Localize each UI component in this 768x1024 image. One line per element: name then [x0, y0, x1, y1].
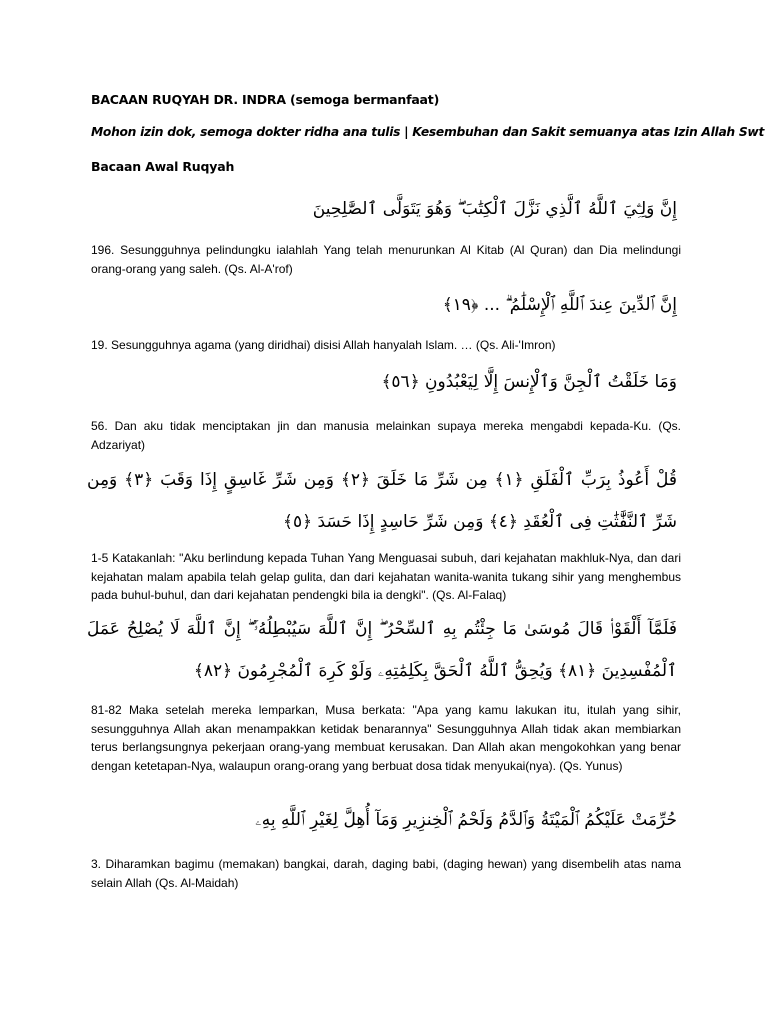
- translation-ali-imron-19: 19. Sesungguhnya agama (yang diridhai) disisi Allah hanyalah Islam. … (Qs. Ali-'Imron): [91, 338, 556, 352]
- arabic-verse-ali-imron-19: إِنَّ ٱلدِّينَ عِندَ ٱللَّهِ ٱلْإِسْلَٰمُ ۗ ... ﴿١٩﴾: [442, 295, 677, 315]
- document-title: BACAAN RUQYAH DR. INDRA (semoga bermanfaat): [91, 92, 440, 107]
- arabic-verse-araf-196: إِنَّ وَلِـِّۧيَ ٱللَّهُ ٱلَّذِي نَزَّلَ ٱلْكِتَٰبَ ۖ وَهُوَ يَتَوَلَّى ٱلصَّٰلِحِينَ: [312, 199, 677, 219]
- translation-maidah-3: 3. Diharamkan bagimu (memakan) bangkai, darah, daging babi, (daging hewan) yang disembelih atas nama selain Allah (Qs. Al-Maidah): [91, 857, 681, 890]
- arabic-verse-falaq-1-5: قُلْ أَعُوذُ بِرَبِّ ٱلْفَلَقِ ﴿١﴾ مِن شَرِّ مَا خَلَقَ ﴿٢﴾ وَمِن شَرِّ غَاسِقٍ إِذَا وَقَبَ ﴿٣﴾ وَمِن شَرِّ ٱلنَّفَّٰثَٰتِ فِى ٱلْعُقَدِ ﴿٤﴾ وَمِن شَرِّ حَاسِدٍ إِذَا حَسَدَ ﴿٥﴾: [87, 470, 677, 532]
- document-subtitle: Mohon izin dok, semoga dokter ridha ana tulis | Kesembuhan dan Sakit semuanya atas Izin Allah Swt: [91, 125, 765, 139]
- arabic-verse-maidah-3: حُرِّمَتْ عَلَيْكُمُ ٱلْمَيْتَةُ وَٱلدَّمُ وَلَحْمُ ٱلْخِنزِيرِ وَمَآ أُهِلَّ لِغَيْرِ ٱللَّهِ بِهِۦ: [255, 810, 677, 830]
- arabic-verse-yunus-81-82: فَلَمَّآ أَلْقَوْا۟ قَالَ مُوسَىٰ مَا جِئْتُم بِهِ ٱلسِّحْرُ ۖ إِنَّ ٱللَّهَ سَيُبْطِلُهُۥٓ ۖ إِنَّ ٱللَّهَ لَا يُصْلِحُ عَمَلَ ٱلْمُفْسِدِينَ ﴿٨١﴾ وَيُحِقُّ ٱللَّهُ ٱلْحَقَّ بِكَلِمَٰتِهِۦ وَلَوْ كَرِهَ ٱلْمُجْرِمُونَ ﴿٨٢﴾: [87, 619, 677, 681]
- translation-adzariyat-56: 56. Dan aku tidak menciptakan jin dan manusia melainkan supaya mereka mengabdi kepada-Ku. (Qs. Adzariyat): [91, 419, 681, 452]
- arabic-verse-adzariyat-56: وَمَا خَلَقْتُ ٱلْجِنَّ وَٱلْإِنسَ إِلَّا لِيَعْبُدُونِ ﴿٥٦﴾: [381, 372, 677, 392]
- translation-yunus-81-82: 81-82 Maka setelah mereka lemparkan, Musa berkata: "Apa yang kamu lakukan itu, itulah yang sihir, sesungguhnya Allah akan menampakkan ketidak benarannya" Sesungguhnya Allah tidak akan membiarkan terus berlangsungnya pekerjaan orang-yang membuat kerusakan. Dan Allah akan mengokohkan yang benar dengan ketetapan-Nya, walaupun orang-orang yang berbuat dosa tidak menyukai(nya). (Qs. Yunus): [91, 703, 681, 773]
- translation-araf-196: 196. Sesungguhnya pelindungku ialahlah Yang telah menurunkan Al Kitab (Al Quran) dan Dia melindungi orang-orang yang saleh. (Qs. Al-A'rof): [91, 243, 681, 276]
- translation-falaq-1-5: 1-5 Katakanlah: "Aku berlindung kepada Tuhan Yang Menguasai subuh, dari kejahatan makhluk-Nya, dan dari kejahatan malam apabila telah gelap gulita, dan dari kejahatan wanita-wanita tukang sihir yang menghembus pada buhul-buhul, dan dari kejahatan pendengki bila ia dengki". (Qs. Al-Falaq): [91, 551, 681, 602]
- section-title: Bacaan Awal Ruqyah: [91, 159, 235, 174]
